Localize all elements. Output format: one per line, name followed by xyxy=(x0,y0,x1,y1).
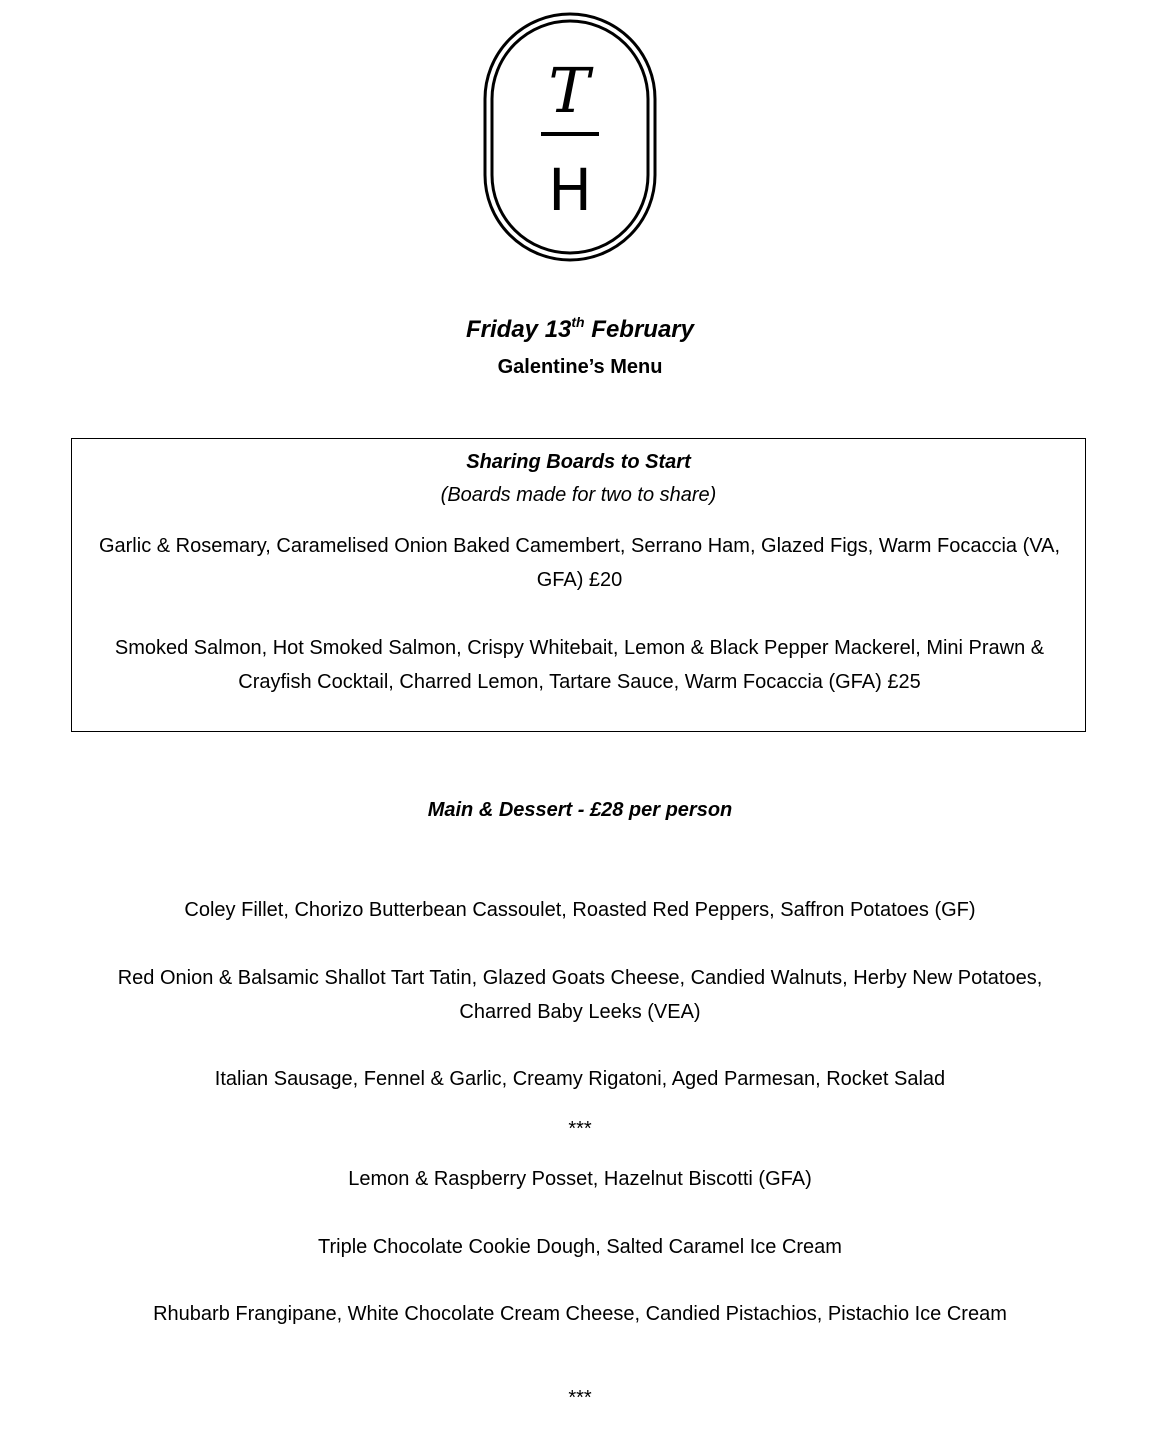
course-separator: *** xyxy=(568,1118,592,1140)
main-course-item: Italian Sausage, Fennel & Garlic, Creamy Rigatoni, Aged Parmesan, Rocket Salad xyxy=(214,1068,946,1090)
dessert-item: Lemon & Raspberry Posset, Hazelnut Biscotti (GFA) xyxy=(348,1168,812,1190)
main-course-item: Coley Fillet, Chorizo Butterbean Cassoulet, Roasted Red Peppers, Saffron Potatoes (GF) xyxy=(184,899,976,921)
menu-date-prefix: Friday 13 xyxy=(466,316,572,343)
sharing-boards-section xyxy=(71,438,1086,732)
menu-date-ordinal: th xyxy=(571,314,585,330)
end-separator: *** xyxy=(568,1387,592,1409)
sharing-board-item: Garlic & Rosemary, Caramelised Onion Baked Camembert, Serrano Ham, Glazed Figs, Warm Focaccia (VA, GFA) £20 xyxy=(98,535,1061,591)
main-dessert-title: Main & Dessert - £28 per person xyxy=(427,799,733,821)
logo-letter-bottom: H xyxy=(548,156,592,224)
main-course-item: Red Onion & Balsamic Shallot Tart Tatin, Glazed Goats Cheese, Candied Walnuts, Herby New Potatoes, Charred Baby Leeks (VEA) xyxy=(117,967,1043,1023)
restaurant-logo xyxy=(483,12,657,262)
menu-date xyxy=(0,312,1160,348)
sharing-boards-title: Sharing Boards to Start xyxy=(466,451,691,473)
dessert-item: Rhubarb Frangipane, White Chocolate Cream Cheese, Candied Pistachios, Pistachio Ice Cream xyxy=(153,1303,1007,1325)
menu-date-month: February xyxy=(584,316,694,343)
sharing-boards-note: (Boards made for two to share) xyxy=(440,484,717,506)
dessert-item: Triple Chocolate Cookie Dough, Salted Caramel Ice Cream xyxy=(318,1236,842,1258)
sharing-board-item: Smoked Salmon, Hot Smoked Salmon, Crispy Whitebait, Lemon & Black Pepper Mackerel, Mini Prawn & Crayfish Cocktail, Charred Lemon, Tartare Sauce, Warm Focaccia (GFA) £25 xyxy=(114,637,1045,693)
menu-subtitle: Galentine’s Menu xyxy=(497,356,663,378)
logo-letter-top: T xyxy=(548,54,590,127)
